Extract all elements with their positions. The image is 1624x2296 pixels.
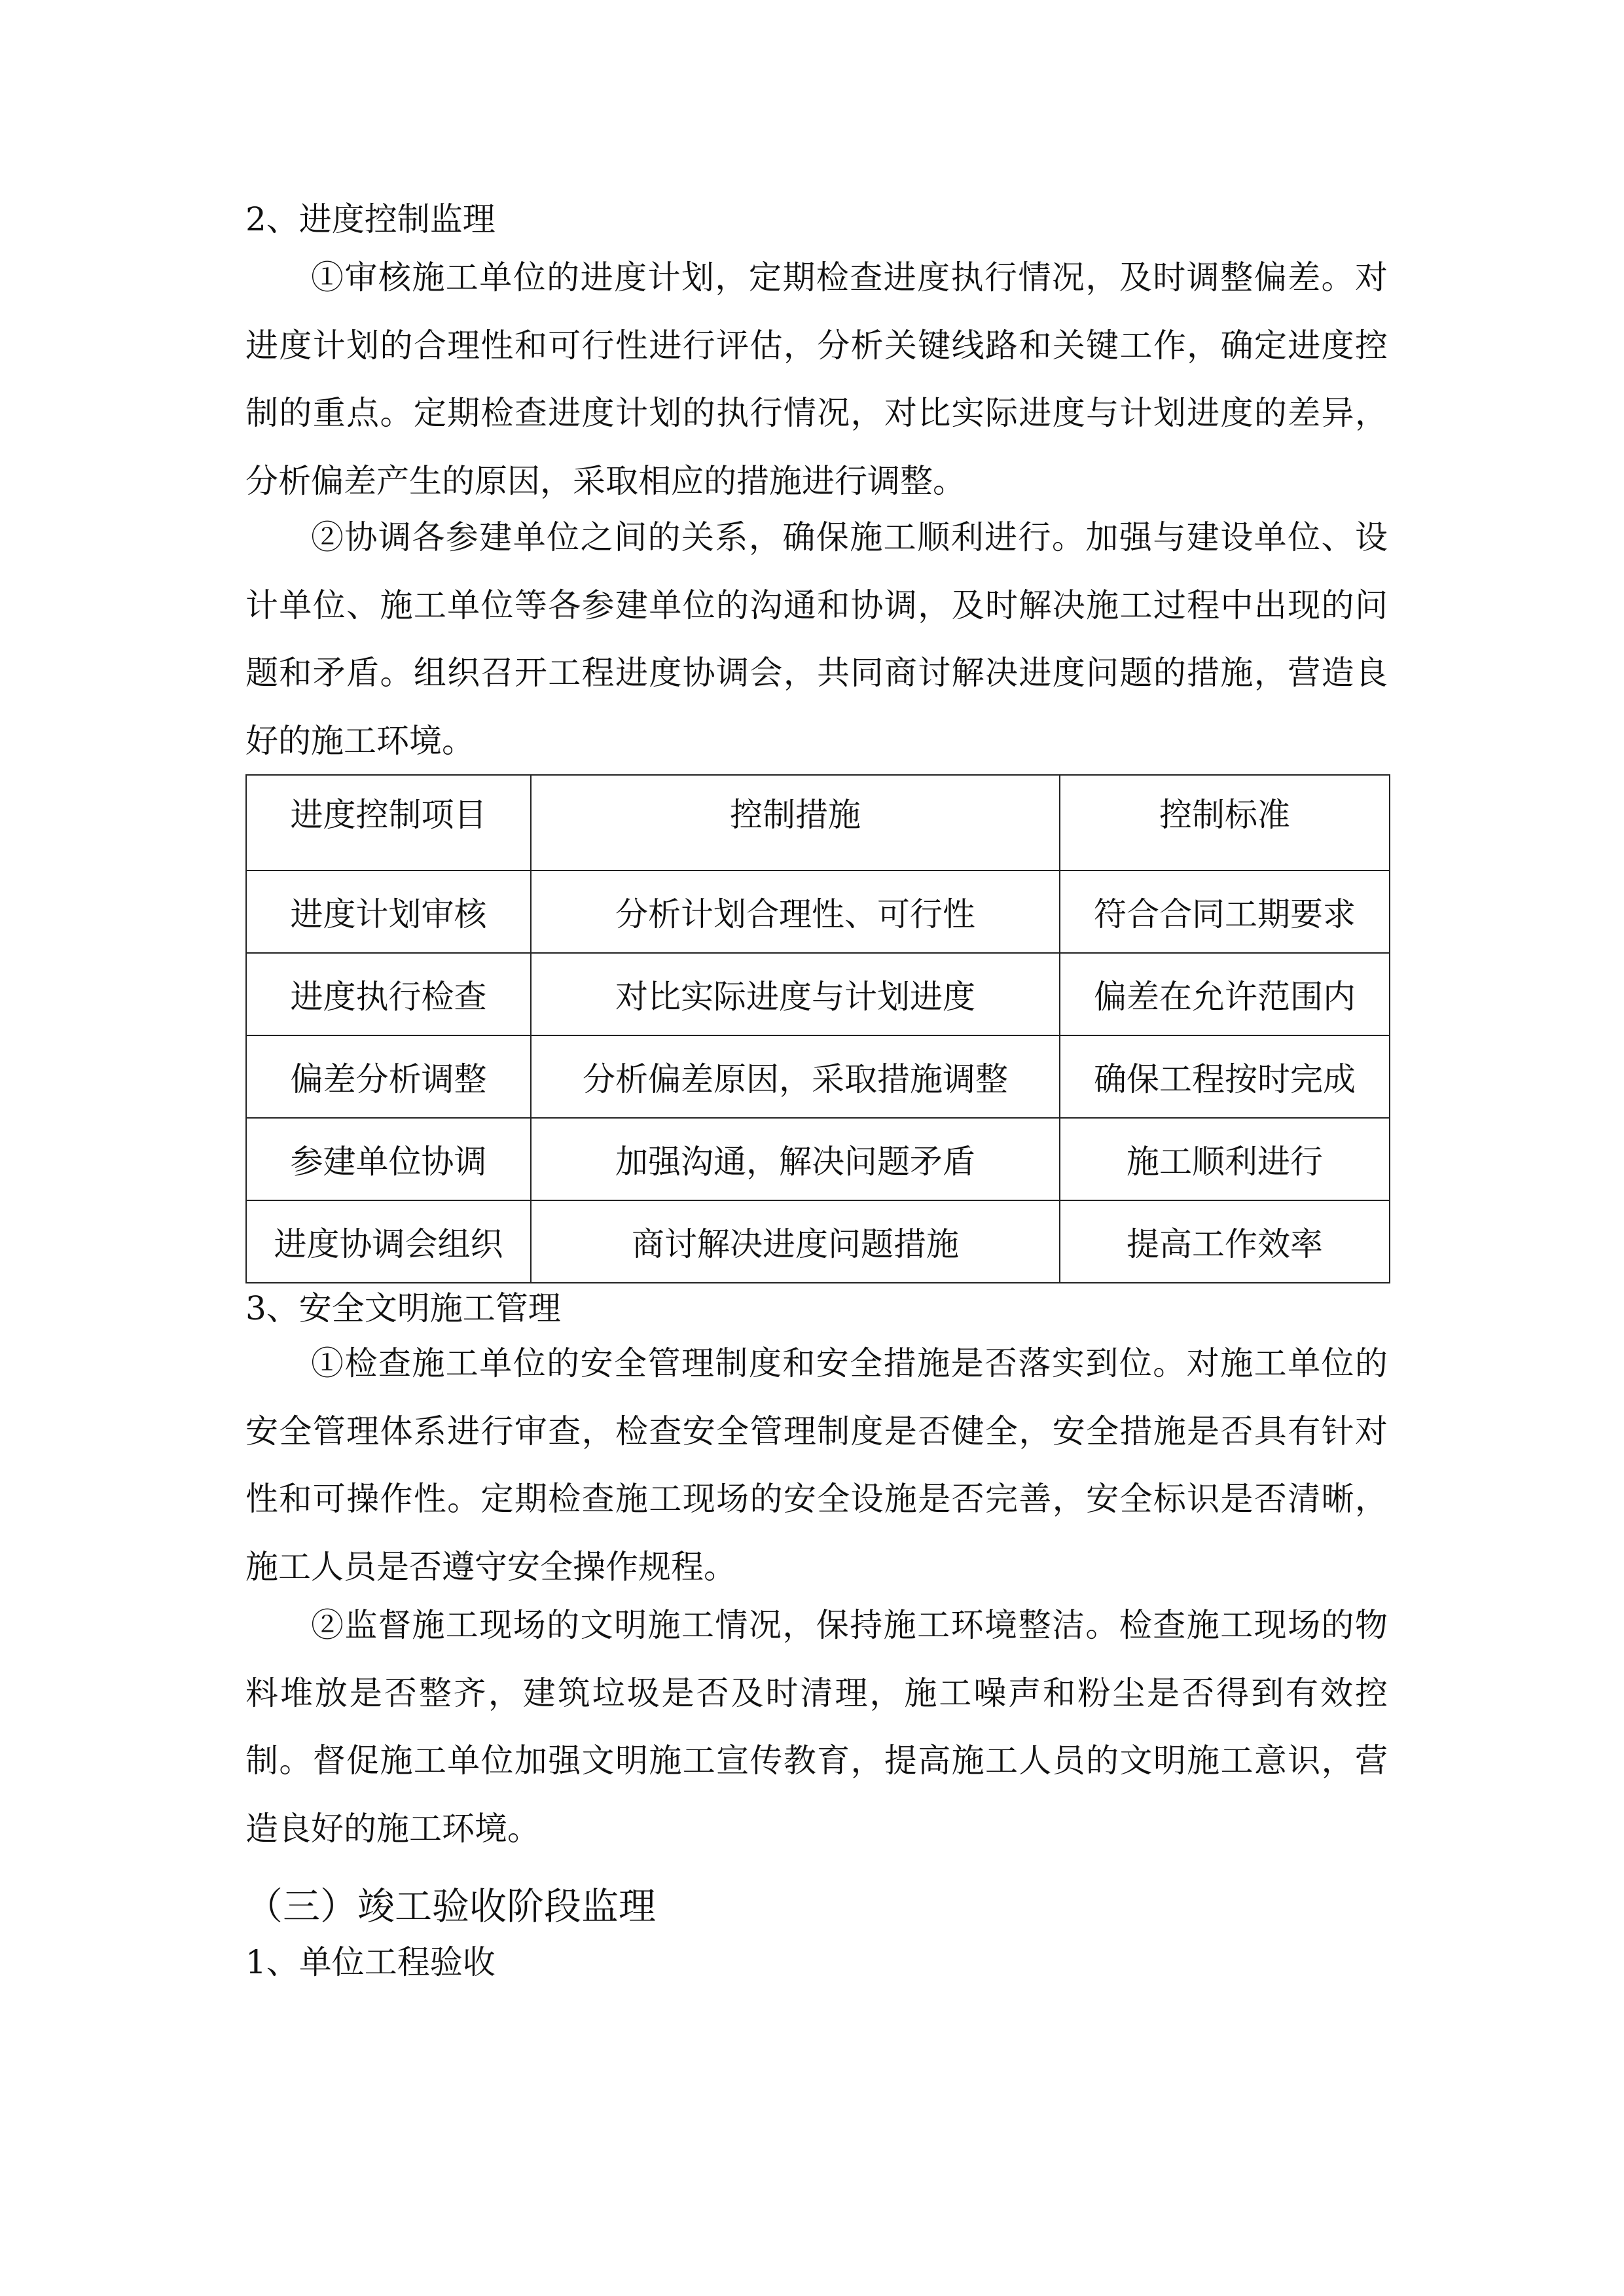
safety-heading: 3、安全文明施工管理 bbox=[245, 1289, 561, 1327]
progress-paragraph-2: ②协调各参建单位之间的关系，确保施工顺利进行。加强与建设单位、设计单位、施工单位等各参建单位的沟通和协调，及时解决施工过程中出现的问题和矛盾。组织召开工程进度协调会，共同商讨解决进度问题的措施，营造良好的施工环境。 bbox=[245, 518, 1388, 760]
table-cell: 进度协调会组织 bbox=[246, 1200, 531, 1283]
safety-paragraph-2: ②监督施工现场的文明施工情况，保持施工环境整洁。检查施工现场的物料堆放是否整齐，建筑垃圾是否及时清理，施工噪声和粉尘是否得到有效控制。督促施工单位加强文明施工宣传教育，提高施工人员的文明施工意识，营造良好的施工环境。 bbox=[245, 1606, 1388, 1848]
table-cell: 施工顺利进行 bbox=[1060, 1118, 1390, 1200]
table-row bbox=[246, 1118, 1390, 1200]
table-cell: 商讨解决进度问题措施 bbox=[531, 1200, 1060, 1283]
table-cell: 对比实际进度与计划进度 bbox=[531, 953, 1060, 1035]
table-cell: 进度计划审核 bbox=[246, 870, 531, 953]
progress-heading: 2、进度控制监理 bbox=[245, 200, 496, 238]
safety-paragraph-1: ①检查施工单位的安全管理制度和安全措施是否落实到位。对施工单位的安全管理体系进行审查，检查安全管理制度是否健全，安全措施是否具有针对性和可操作性。定期检查施工现场的安全设施是否完善，安全标识是否清晰，施工人员是否遵守安全操作规程。 bbox=[245, 1344, 1388, 1586]
table-cell: 偏差分析调整 bbox=[246, 1035, 531, 1118]
table-cell: 加强沟通，解决问题矛盾 bbox=[531, 1118, 1060, 1200]
table-cell: 确保工程按时完成 bbox=[1060, 1035, 1390, 1118]
completion-heading: （三）竣工验收阶段监理 bbox=[245, 1885, 656, 1928]
table-cell: 分析计划合理性、可行性 bbox=[531, 870, 1060, 953]
table-cell: 符合合同工期要求 bbox=[1060, 870, 1390, 953]
table-header-cell: 控制标准 bbox=[1060, 775, 1390, 870]
table-cell: 参建单位协调 bbox=[246, 1118, 531, 1200]
table-cell: 偏差在允许范围内 bbox=[1060, 953, 1390, 1035]
table-header-cell: 进度控制项目 bbox=[246, 775, 531, 870]
table-header-row bbox=[246, 775, 1390, 870]
unit-acceptance-heading: 1、单位工程验收 bbox=[245, 1943, 496, 1981]
table-row bbox=[246, 953, 1390, 1035]
progress-control-table bbox=[245, 774, 1390, 1283]
table-cell: 提高工作效率 bbox=[1060, 1200, 1390, 1283]
table-row bbox=[246, 1200, 1390, 1283]
table-cell: 分析偏差原因，采取措施调整 bbox=[531, 1035, 1060, 1118]
table-row bbox=[246, 870, 1390, 953]
progress-paragraph-1: ①审核施工单位的进度计划，定期检查进度执行情况，及时调整偏差。对进度计划的合理性和可行性进行评估，分析关键线路和关键工作，确定进度控制的重点。定期检查进度计划的执行情况，对比实际进度与计划进度的差异，分析偏差产生的原因，采取相应的措施进行调整。 bbox=[245, 259, 1388, 500]
table-row bbox=[246, 1035, 1390, 1118]
table-cell: 进度执行检查 bbox=[246, 953, 531, 1035]
table-header-cell: 控制措施 bbox=[531, 775, 1060, 870]
